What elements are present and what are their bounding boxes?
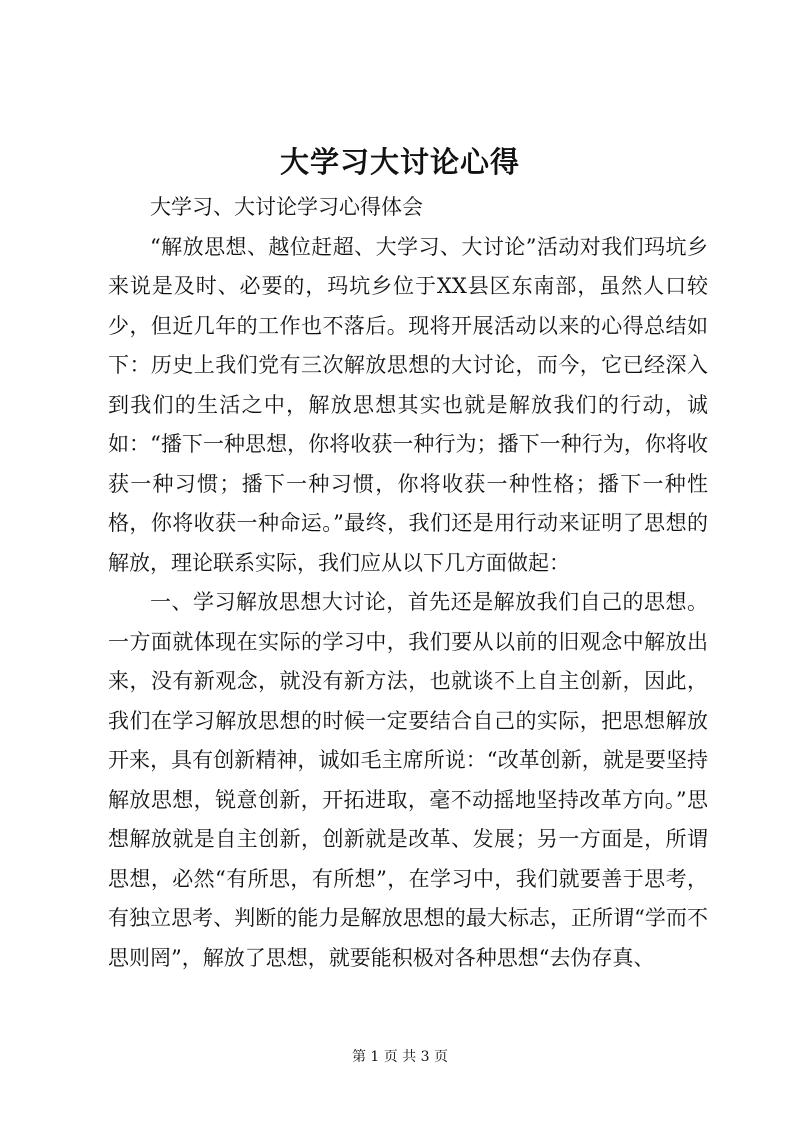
paragraph-intro: “解放思想、越位赶超、大学习、大讨论”活动对我们玛坑乡来说是及时、必要的，玛坑乡位于XX县区东南部，虽然人口较少，但近几年的工作也不落后。现将开展活动以来的心得总结如下：历史上我们党有三次解放思想的大讨论，而今，它已经深入到我们的生活之中，解放思想其实也就是解放我们的行动，诚如：“播下一种思想，你将收获一种行为；播下一种行为，你将收获一种习惯；播下一种习惯，你将收获一种性格；播下一种性格，你将收获一种命运。”最终，我们还是用行动来证明了思想的解放，理论联系实际，我们应从以下几方面做起：: [108, 234, 708, 575]
paragraph-section-one: 一、学习解放思想大讨论，首先还是解放我们自己的思想。一方面就体现在实际的学习中，我们要从以前的旧观念中解放出来，没有新观念，就没有新方法，也就谈不上自主创新，因此，我们在学习解放思想的时候一定要结合自己的实际，把思想解放开来，具有创新精神，诚如毛主席所说：“改革创新，就是要坚持解放思想，锐意创新，开拓进取，毫不动摇地坚持改革方向。”思想解放就是自主创新，创新就是改革、发展；另一方面是，所谓思想，必然“有所思，有所想”，在学习中，我们就要善于思考，有独立思考、判断的能力是解放思想的最大标志，正所谓“学而不思则罔”，解放了思想，就要能积极对各种思想“去伪存真、: [108, 590, 708, 970]
paragraph-subtitle: 大学习、大讨论学习心得体会: [150, 195, 423, 219]
page-number-footer: 第 1 页 共 3 页: [351, 1049, 449, 1065]
document-body: [108, 188, 708, 978]
document-title: 大学习大讨论心得: [279, 145, 520, 179]
